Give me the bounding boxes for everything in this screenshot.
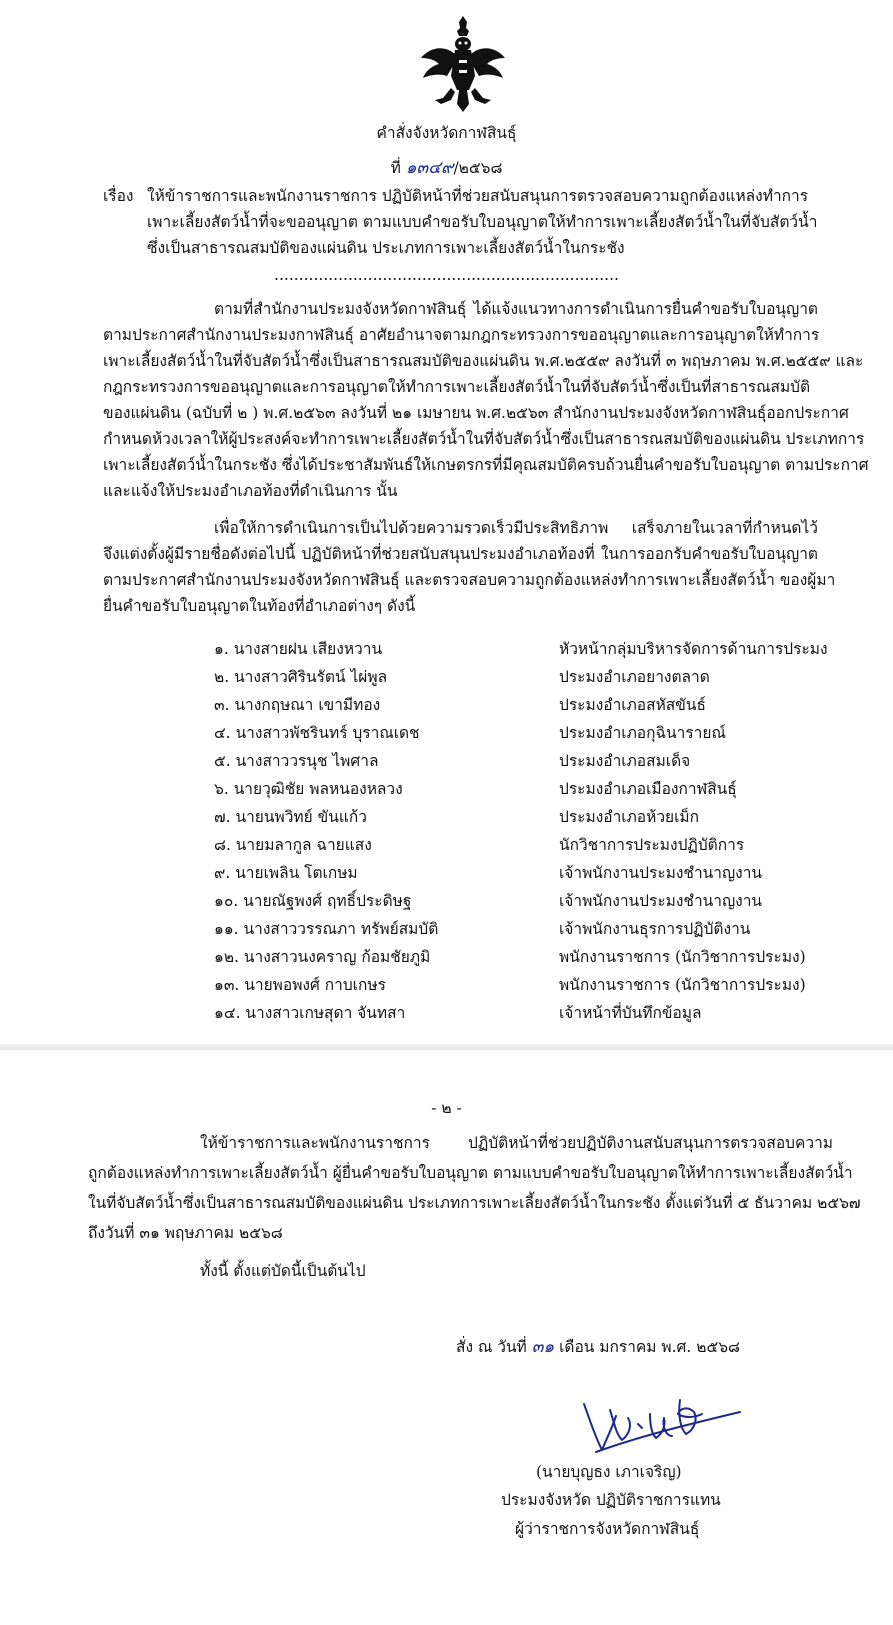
- para1-line-7: เพาะเลี้ยงสัตว์น้ำในกระชัง ซึ่งได้ประชาสัมพันธ์ให้เกษตรกรที่มีคุณสมบัติครบถ้วนยื่นคำขอรับใบอนุญาต ตามประกาศ: [103, 456, 869, 474]
- order-title: คำสั่งจังหวัดกาฬสินธุ์: [376, 124, 517, 142]
- para1-line-6: กำหนดห้วงเวลาให้ผู้ประสงค์จะทำการเพาะเลี้ยงสัตว์น้ำในที่จับสัตว์น้ำซึ่งเป็นสาธารณสมบัติของแผ่นดิน ประเภทการ: [103, 430, 865, 448]
- para3-line-4: ถึงวันที่ ๓๑ พฤษภาคม ๒๕๖๘: [88, 1224, 283, 1242]
- person-name: ๔. นางสาวพัชรินทร์ บุราณเดช: [214, 724, 420, 742]
- order-date-prefix: สั่ง ณ วันที่: [456, 1338, 527, 1356]
- person-position: ประมงอำเภอห้วยเม็ก: [559, 808, 700, 826]
- person-position: เจ้าพนักงานประมงชำนาญงาน: [559, 864, 763, 882]
- para2-line-1: เพื่อให้การดำเนินการเป็นไปด้วยความรวดเร็วมีประสิทธิภาพ เสร็จภายในเวลาที่กำหนดไว้: [214, 519, 818, 537]
- para1-line-1: ตามที่สำนักงานประมงจังหวัดกาฬสินธุ์ ได้แจ้งแนวทางการดำเนินการยื่นคำขอรับใบอนุญาต: [214, 300, 818, 318]
- para1-line-3: เพาะเลี้ยงสัตว์น้ำในที่จับสัตว์น้ำซึ่งเป็นสาธารณสมบัติของแผ่นดิน พ.ศ.๒๕๕๙ ลงวันที่ ๓ พฤษภาคม พ.ศ.๒๕๕๙ และ: [103, 352, 864, 370]
- person-name: ๑. นางสายฝน เสียงหวาน: [214, 640, 383, 658]
- person-name: ๑๓. นายพอพงศ์ กาบเกษร: [214, 976, 386, 994]
- effective-statement: ทั้งนี้ ตั้งแต่บัดนี้เป็นต้นไป: [200, 1262, 366, 1280]
- person-position: ประมงอำเภอยางตลาด: [559, 668, 710, 686]
- person-name: ๒. นางสาวศิรินรัตน์ ไผ่พูล: [214, 668, 388, 686]
- order-date-day-handwritten: ๓๑: [531, 1337, 555, 1357]
- garuda-emblem-icon: [415, 14, 511, 114]
- subject-line-3: ซึ่งเป็นสาธารณสมบัติของแผ่นดิน ประเภทการเพาะเลี้ยงสัตว์น้ำในกระชัง: [147, 239, 625, 257]
- person-position: นักวิชาการประมงปฏิบัติการ: [559, 836, 745, 854]
- person-name: ๗. นายนพวิทย์ ขันแก้ว: [214, 808, 367, 826]
- subject-label: เรื่อง: [103, 187, 134, 205]
- header-divider: ......................................................................: [274, 266, 619, 284]
- person-position: พนักงานราชการ (นักวิชาการประมง): [559, 976, 806, 994]
- person-position: ประมงอำเภอสมเด็จ: [559, 752, 691, 770]
- person-position: หัวหน้ากลุ่มบริหารจัดการด้านการประมง: [559, 640, 828, 658]
- order-number-handwritten: ๑๓๔๙: [405, 158, 454, 178]
- person-name: ๑๑. นางสาววรรณภา ทรัพย์สมบัติ: [214, 920, 439, 938]
- person-name: ๙. นายเพลิน โตเกษม: [214, 864, 358, 882]
- order-number-prefix: ที่: [390, 159, 401, 177]
- person-name: ๑๔. นางสาวเกษสุดา จันทสา: [214, 1004, 406, 1022]
- page-number: - ๒ -: [431, 1099, 462, 1117]
- person-position: เจ้าพนักงานธุรการปฏิบัติงาน: [559, 920, 751, 938]
- person-name: ๘. นายมลากูล ฉายแสง: [214, 836, 372, 854]
- signer-title-line-1: ประมงจังหวัด ปฏิบัติราชการแทน: [501, 1491, 721, 1509]
- para2-line-2: จึงแต่งตั้งผู้มีรายชื่อดังต่อไปนี้ ปฏิบัติหน้าที่ช่วยสนับสนุนประมงอำเภอท้องที่ ในการออกรับคำขอรับใบอนุญาต: [103, 545, 818, 563]
- person-position: เจ้าหน้าที่บันทึกข้อมูล: [559, 1004, 702, 1022]
- person-position: เจ้าพนักงานประมงชำนาญงาน: [559, 892, 763, 910]
- para1-line-2: ตามประกาศสำนักงานประมงกาฬสินธุ์ อาศัยอำนาจตามกฎกระทรวงการขออนุญาตและการอนุญาตให้ทำการ: [103, 326, 820, 344]
- para3-line-3: ในที่จับสัตว์น้ำซึ่งเป็นสาธารณสมบัติของแผ่นดิน ประเภทการเพาะเลี้ยงสัตว์น้ำในกระชัง ตั้งแต่วันที่ ๕ ธันวาคม ๒๕๖๗: [88, 1194, 861, 1212]
- person-position: ประมงอำเภอสหัสขันธ์: [559, 696, 706, 714]
- para3-line-1: ให้ข้าราชการและพนักงานราชการ ปฏิบัติหน้าที่ช่วยปฏิบัติงานสนับสนุนการตรวจสอบความ: [200, 1134, 833, 1152]
- para2-line-3: ตามประกาศสำนักงานประมงจังหวัดกาฬสินธุ์ และตรวจสอบความถูกต้องแหล่งทำการเพาะเลี้ยงสัตว์น้ำ ของผู้มา: [103, 571, 836, 589]
- person-position: ประมงอำเภอเมืองกาฬสินธุ์: [559, 780, 737, 798]
- order-date: [456, 1333, 740, 1360]
- order-date-rest: เดือน มกราคม พ.ศ. ๒๕๖๘: [559, 1338, 740, 1356]
- para1-line-4: กฎกระทรวงการขออนุญาตและการอนุญาตให้ทำการเพาะเลี้ยงสัตว์น้ำในที่จับสัตว์น้ำซึ่งเป็นที่สาธารณสมบัติ: [103, 378, 811, 396]
- signer-title-line-2: ผู้ว่าราชการจังหวัดกาฬสินธุ์: [515, 1520, 700, 1538]
- person-name: ๑๒. นางสาวนงคราญ ก้อมชัยภูมิ: [214, 948, 431, 966]
- signer-name: (นายบุญธง เภาเจริญ): [536, 1463, 682, 1481]
- person-position: ประมงอำเภอกุฉินารายณ์: [559, 724, 726, 742]
- para3-line-2: ถูกต้องแหล่งทำการเพาะเลี้ยงสัตว์น้ำ ผู้ยื่นคำขอรับใบอนุญาต ตามแบบคำขอรับใบอนุญาตให้ทำการเพาะเลี้ยงสัตว์น้ำ: [88, 1164, 853, 1182]
- signature-image: [580, 1390, 750, 1460]
- page-separator: [0, 1044, 893, 1050]
- person-name: ๕. นางสาววรนุช ไพศาล: [214, 752, 379, 770]
- person-position: พนักงานราชการ (นักวิชาการประมง): [559, 948, 806, 966]
- order-number: [0, 154, 893, 181]
- para1-line-5: ของแผ่นดิน (ฉบับที่ ๒ ) พ.ศ.๒๕๖๓ ลงวันที่ ๒๑ เมษายน พ.ศ.๒๕๖๓ สำนักงานประมงจังหวัดกาฬสินธุ์ออกประกาศ: [103, 404, 849, 422]
- person-name: ๖. นายวุฒิชัย พลหนองหลวง: [214, 780, 403, 798]
- para2-line-4: ยื่นคำขอรับใบอนุญาตในท้องที่อำเภอต่างๆ ดังนี้: [103, 597, 416, 615]
- subject-line-2: เพาะเลี้ยงสัตว์น้ำที่จะขออนุญาต ตามแบบคำขอรับใบอนุญาตให้ทำการเพาะเลี้ยงสัตว์น้ำในที่จับสัตว์น้ำ: [147, 213, 818, 231]
- person-name: ๓. นางกฤษณา เขามีทอง: [214, 696, 381, 714]
- order-number-suffix: /๒๕๖๘: [453, 159, 503, 177]
- person-name: ๑๐. นายณัฐพงศ์ ฤทธิ์ประดิษฐ: [214, 892, 412, 910]
- subject-line-1: ให้ข้าราชการและพนักงานราชการ ปฏิบัติหน้าที่ช่วยสนับสนุนการตรวจสอบความถูกต้องแหล่งทำการ: [147, 187, 809, 205]
- para1-line-8: และแจ้งให้ประมงอำเภอท้องที่ดำเนินการ นั้น: [103, 482, 398, 500]
